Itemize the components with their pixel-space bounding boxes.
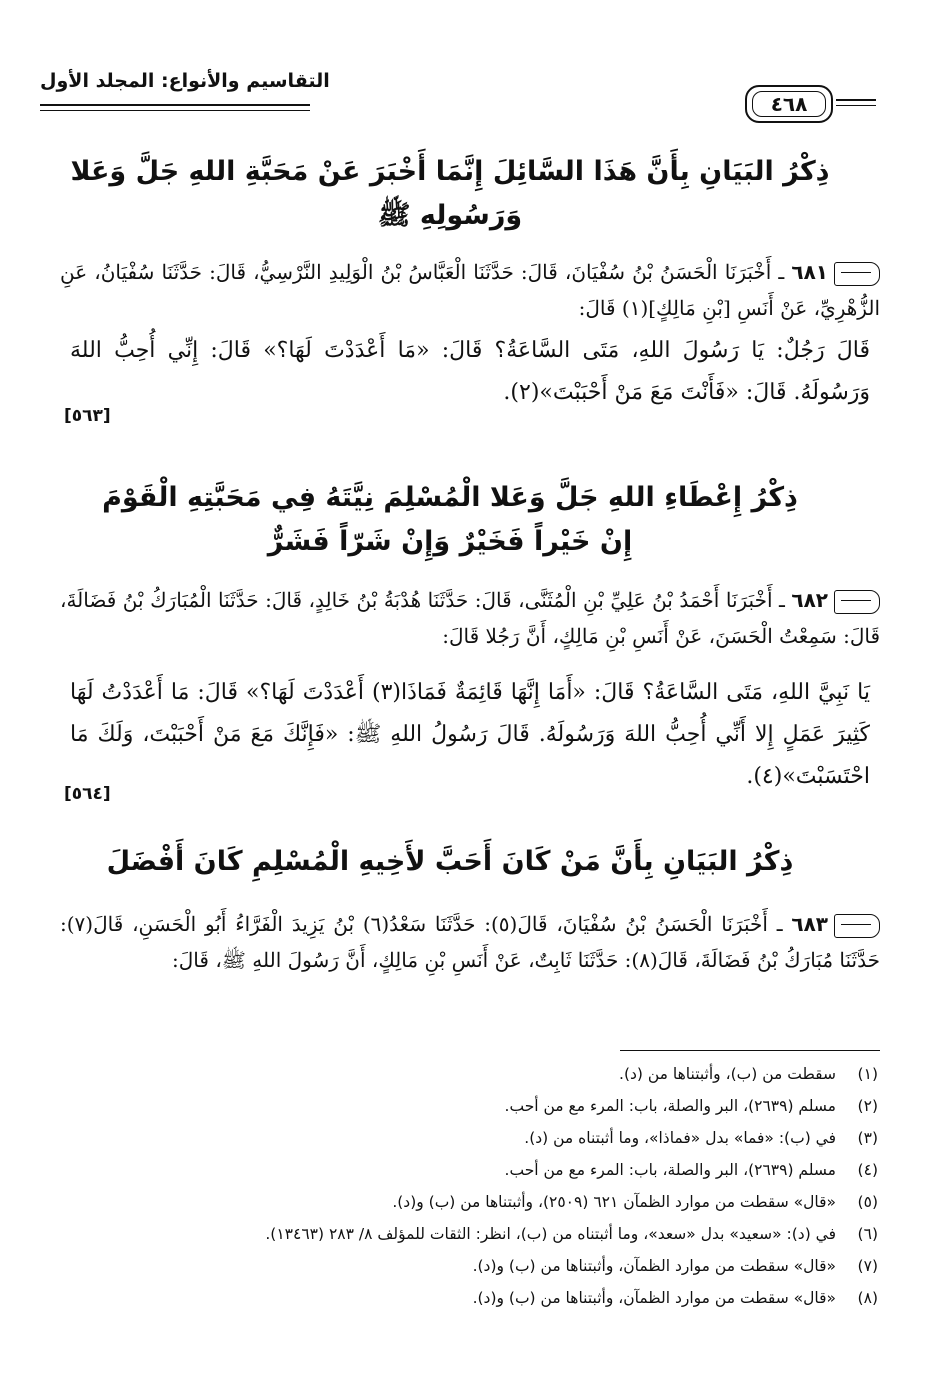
footnote — [60, 1154, 878, 1186]
hadith-marker-icon — [834, 914, 880, 938]
footnote-text: مسلم (٢٦٣٩)، البر والصلة، باب: المرء مع من أحب. — [504, 1161, 836, 1179]
footnote-number: (٦) — [857, 1225, 878, 1243]
isnad-text: ـ أَخْبَرَنَا الْحَسَنُ بْنُ سُفْيَانَ، قَالَ(٥): حَدَّثَنَا سَعْدُ(٦) بْنُ يَزِيدَ الْفَرَّاءُ أَبُو الْحَسَنِ، قَالَ(٧): حَدَّثَنَا مُبَارَكُ بْنُ فَضَالَةَ، قَالَ(٨): حَدَّثَنَا ثَابِتٌ، عَنْ أَنَسِ بْنِ مَالِكٍ، أَنَّ رَسُولَ اللهِ ﷺ، قَالَ: — [60, 912, 880, 972]
footnote-number: (١) — [857, 1065, 878, 1083]
heading-line: وَرَسُولِهِ ﷺ — [377, 200, 523, 231]
hadith-number: ٦٨١ — [791, 260, 828, 284]
section-heading — [60, 840, 840, 884]
heading-line: ذِكْرُ البَيَانِ بِأَنَّ مَنْ كَانَ أَحَبَّ لأَخِيهِ الْمُسْلِمِ كَانَ أَفْضَلَ — [106, 846, 794, 877]
section-heading — [60, 150, 840, 238]
page-number-frame — [745, 85, 833, 123]
hadith-isnad — [60, 582, 880, 654]
hadith-isnad — [60, 254, 880, 326]
footnotes — [60, 1058, 878, 1314]
footnote — [60, 1058, 878, 1090]
hadith-number: ٦٨٢ — [791, 588, 829, 612]
footnote-number: (٧) — [857, 1257, 878, 1275]
page-number: ٤٦٨ — [752, 91, 826, 117]
hadith-number: ٦٨٣ — [791, 912, 828, 936]
footnote-text: «قال» سقطت من موارد الظمآن، وأثبتناها من (ب) و(د). — [472, 1257, 836, 1275]
heading-line: ذِكْرُ البَيَانِ بِأَنَّ هَذَا السَّائِلَ إِنَّمَا أَخْبَرَ عَنْ مَحَبَّةِ اللهِ جَلَّ وَعَلا — [70, 156, 830, 187]
hadith-matn: يَا نَبِيَّ اللهِ، مَتَى السَّاعَةُ؟ قَالَ: «أَمَا إِنَّهَا قَائِمَةٌ فَمَاذَا(٣) أَعْدَدْتَ لَهَا؟» قَالَ: مَا أَعْدَدْتُ لَهَا كَثِيرَ عَمَلٍ إِلا أَنِّي أُحِبُّ اللهَ وَرَسُولَهُ. قَالَ رَسُولُ اللهِ ﷺ: «فَإِنَّكَ مَعَ مَنْ أَحْبَبْتَ، وَلَكَ مَا احْتَسَبْتَ»(٤). — [70, 680, 871, 789]
header-rule-right — [836, 99, 876, 101]
footnote — [60, 1282, 878, 1314]
footnote-separator — [620, 1050, 880, 1051]
footnote-number: (٣) — [857, 1129, 878, 1147]
footnote-text: «قال» سقطت من موارد الظمآن ٦٢١ (٢٥٠٩)، وأثبتناها من (ب) و(د). — [392, 1193, 836, 1211]
footnote — [60, 1122, 878, 1154]
header-rule-thin — [40, 110, 310, 111]
hadith-reference: [٥٦٣] — [64, 406, 111, 426]
footnote — [60, 1090, 878, 1122]
footnote — [60, 1218, 878, 1250]
footnote — [60, 1250, 878, 1282]
section-heading — [60, 476, 840, 564]
hadith-isnad — [60, 906, 880, 978]
isnad-text: ـ أَخْبَرَنَا الْحَسَنُ بْنُ سُفْيَانَ، قَالَ: حَدَّثَنَا الْعَبَّاسُ بْنُ الْوَلِيدِ النَّرْسِيُّ، قَالَ: حَدَّثَنَا سُفْيَانُ، عَنِ الزُّهْرِيِّ، عَنْ أَنَسِ [بْنِ مَالِكٍ](١) قَالَ: — [60, 260, 880, 320]
footnote-text: سقطت من (ب)، وأثبتناها من (د). — [619, 1065, 836, 1083]
footnote-text: «قال» سقطت من موارد الظمآن، وأثبتناها من (ب) و(د). — [472, 1289, 836, 1307]
header-rule-right-thin — [836, 105, 876, 106]
footnote-number: (٨) — [857, 1289, 878, 1307]
hadith-marker-icon — [834, 590, 880, 614]
footnote-number: (٤) — [857, 1161, 878, 1179]
footnote-number: (٥) — [857, 1193, 878, 1211]
running-header-title: التقاسيم والأنواع: المجلد الأول — [40, 70, 330, 92]
header-rule — [40, 104, 310, 106]
heading-line: ذِكْرُ إِعْطَاءِ اللهِ جَلَّ وَعَلا الْمُسْلِمَ نِيَّتَهُ فِي مَحَبَّتِهِ الْقَوْمَ — [102, 482, 798, 513]
footnote-text: في (د): «سعيد» بدل «سعد»، وما أثبتناه من (ب)، انظر: الثقات للمؤلف ٨/ ٢٨٣ (١٣٤٦٣). — [265, 1225, 836, 1243]
footnote-text: مسلم (٢٦٣٩)، البر والصلة، باب: المرء مع من أحب. — [504, 1097, 836, 1115]
hadith-matn: قَالَ رَجُلٌ: يَا رَسُولَ اللهِ، مَتَى السَّاعَةُ؟ قَالَ: «مَا أَعْدَدْتَ لَهَا؟» قَالَ: إِنِّي أُحِبُّ اللهَ وَرَسُولَهُ. قَالَ: «فَأَنْتَ مَعَ مَنْ أَحْبَبْتَ»(٢). — [70, 338, 870, 405]
heading-line: إِنْ خَيْراً فَخَيْرٌ وَإِنْ شَرّاً فَشَرٌّ — [267, 526, 633, 557]
footnote-number: (٢) — [857, 1097, 878, 1115]
hadith-reference: [٥٦٤] — [64, 784, 111, 804]
isnad-text: ـ أَخْبَرَنَا أَحْمَدُ بْنُ عَلِيِّ بْنِ الْمُثَنَّى، قَالَ: حَدَّثَنَا هُدْبَةُ بْنُ خَالِدٍ، قَالَ: حَدَّثَنَا الْمُبَارَكُ بْنُ فَضَالَةَ، قَالَ: سَمِعْتُ الْحَسَنَ، عَنْ أَنَسِ بْنِ مَالِكٍ، أَنَّ رَجُلا قَالَ: — [60, 588, 880, 648]
footnote — [60, 1186, 878, 1218]
hadith-marker-icon — [834, 262, 880, 286]
footnote-text: في (ب): «فما» بدل «فماذا»، وما أثبتناه من (د). — [524, 1129, 836, 1147]
